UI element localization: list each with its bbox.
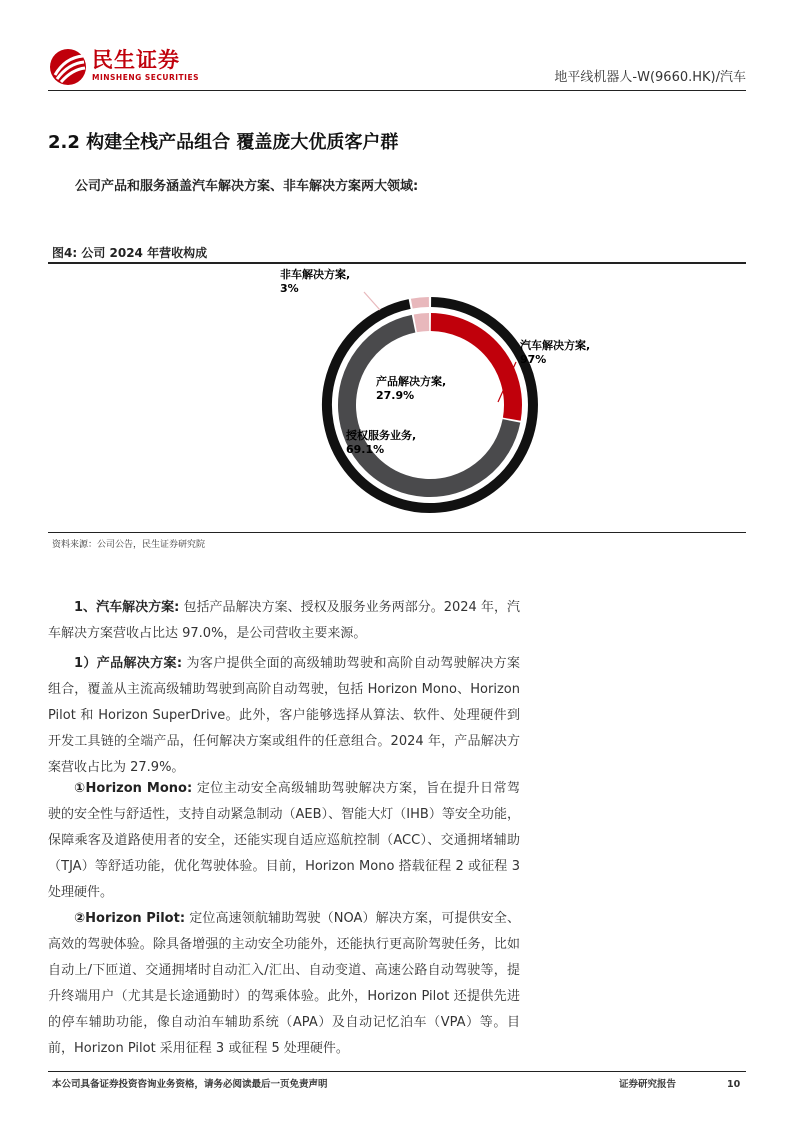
paragraph-product-solutions <box>48 651 520 781</box>
paragraph-text: 定位主动安全高级辅助驾驶解决方案，旨在提升日常驾驶的安全性与舒适性，支持自动紧急制动（AEB）、智能大灯（IHB）等安全功能，保障乘客及道路使用者的安全，还能实现自适应巡航控制（ACC）、交通拥堵辅助（TJA）等舒适功能，优化驾驶体验。目前，Horizon Mono 搭载征程 2 或征程 3 处理硬件。 <box>48 781 521 900</box>
paragraph-horizon-mono <box>48 776 520 906</box>
paragraph-lead: 1）产品解决方案: <box>74 656 183 671</box>
paragraph-horizon-pilot <box>48 906 520 1062</box>
value-product-solutions: 27.9% <box>376 389 415 402</box>
section-title: 2.2 构建全栈产品组合 覆盖庞大优质客户群 <box>48 132 399 153</box>
paragraph-text: 包括产品解决方案、授权及服务业务两部分。2024 年，汽车解决方案营收占比达 97.0%，是公司营收主要来源。 <box>48 600 520 641</box>
logo-text-cn: 民生证券 <box>92 48 180 72</box>
paragraph-lead: 1、汽车解决方案: <box>74 600 180 615</box>
paragraph-lead: ①Horizon Mono: <box>74 781 193 796</box>
value-auto-solutions: 97% <box>520 353 547 366</box>
label-licensing-services: 授权服务业务, <box>346 429 417 442</box>
figure-title: 图4: 公司 2024 年营收构成 <box>52 246 208 260</box>
logo-text-en: MINSHENG SECURITIES <box>92 73 199 82</box>
footer-divider <box>48 1071 746 1072</box>
figure-source: 资料来源：公司公告，民生证券研究院 <box>52 540 206 550</box>
section-lead: 公司产品和服务涵盖汽车解决方案、非车解决方案两大领域: <box>75 179 419 194</box>
value-nonauto-solutions: 3% <box>280 282 299 295</box>
paragraph-auto-solutions <box>48 595 520 647</box>
report-title: 地平线机器人-W(9660.HK)/汽车 <box>554 70 746 85</box>
footer-disclaimer: 本公司具备证券投资咨询业务资格，请务必阅读最后一页免责声明 <box>52 1079 328 1090</box>
value-licensing-services: 69.1% <box>346 443 385 456</box>
minsheng-logo-icon <box>48 48 88 86</box>
slice-auto-solutions <box>327 302 533 508</box>
figure-bottom-rule <box>48 532 746 533</box>
header-divider <box>48 90 746 91</box>
paragraph-text: 为客户提供全面的高级辅助驾驶和高阶自动驾驶解决方案组合，覆盖从主流高级辅助驾驶到高阶自动驾驶，包括 Horizon Mono、Horizon Pilot 和 Horizon SuperDrive。此外，客户能够选择从算法、软件、处理硬件到开发工具链的全端产品，任何解决方案或组件的任意组合。2024 年，产品解决方案营收占比为 27.9%。 <box>48 656 520 775</box>
label-nonauto-solutions: 非车解决方案, <box>280 268 351 281</box>
revenue-donut-chart <box>280 262 591 532</box>
leader-line-nonauto <box>364 292 380 310</box>
paragraph-lead: ②Horizon Pilot: <box>74 911 186 926</box>
slice-nonauto-solutions <box>412 302 429 304</box>
label-auto-solutions: 汽车解决方案, <box>520 339 591 352</box>
slice-inner-nonauto <box>415 322 429 323</box>
paragraph-text: 定位高速领航辅助驾驶（NOA）解决方案，可提供安全、高效的驾驶体验。除具备增强的主动安全功能外，还能执行更高阶驾驶任务，比如自动上/下匝道、交通拥堵时自动汇入/汇出、自动变道、高速公路自动驾驶等，提升终端用户（尤其是长途通勤时）的驾乘体验。此外，Horizon Pilot 还提供先进的停车辅助功能，像自动泊车辅助系统（APA）及自动记忆泊车（VPA）等。目前，Horizon Pilot 采用征程 3 或征程 5 处理硬件。 <box>48 911 520 1056</box>
footer-report-type: 证券研究报告 <box>619 1079 677 1090</box>
page-number: 10 <box>727 1079 741 1090</box>
label-product-solutions: 产品解决方案, <box>376 375 447 388</box>
